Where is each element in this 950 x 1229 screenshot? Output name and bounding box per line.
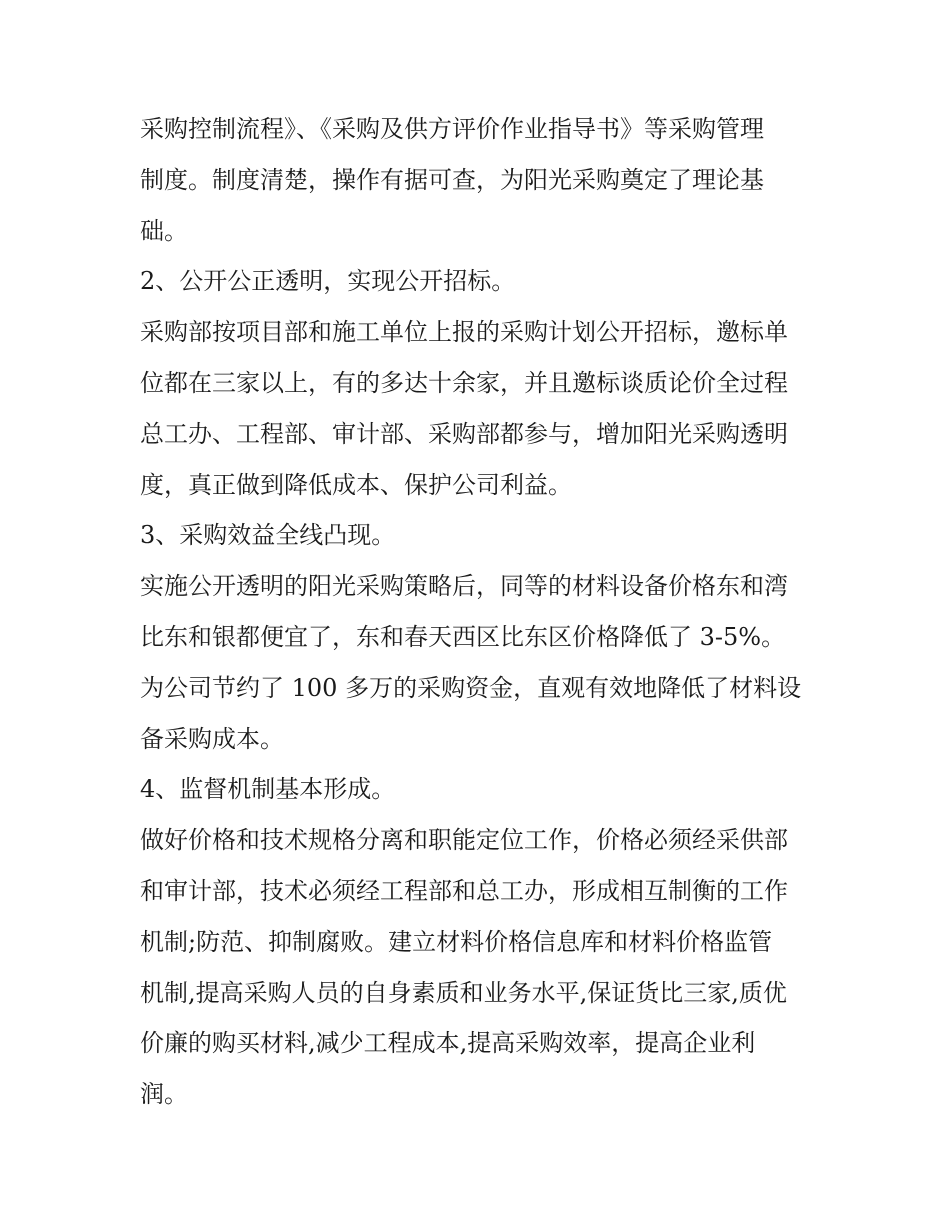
text-line: 比东和银都便宜了，东和春天西区比东区价格降低了 3-5%。 (140, 622, 786, 651)
text-line: 采购控制流程》、《采购及供方评价作业指导书》等采购管理 (140, 115, 764, 143)
text-line: 备采购成本。 (140, 724, 284, 753)
text-line: 位都在三家以上，有的多达十余家，并且邀标谈质论价全过程 (140, 368, 788, 397)
text-line: 度，真正做到降低成本、保护公司利益。 (140, 470, 572, 499)
section-heading-2: 2、公开公正透明，实现公开招标。 (140, 267, 516, 296)
text-line: 实施公开透明的阳光采购策略后，同等的材料设备价格东和湾 (140, 572, 788, 601)
text-line: 制度。制度清楚，操作有据可查，为阳光采购奠定了理论基 (140, 165, 764, 194)
text-line: 采购部按项目部和施工单位上报的采购计划公开招标，邀标单 (140, 318, 788, 347)
text-line: 和审计部，技术必须经工程部和总工办，形成相互制衡的工作 (140, 876, 788, 905)
text-line: 机制,提高采购人员的自身素质和业务水平,保证货比三家,质优 (140, 978, 787, 1007)
text-line: 为公司节约了 100 多万的采购资金，直观有效地降低了材料设 (140, 673, 802, 702)
section-heading-4: 4、监督机制基本形成。 (140, 775, 396, 804)
document-body (140, 104, 820, 1120)
text-line: 总工办、工程部、审计部、采购部都参与，增加阳光采购透明 (140, 419, 788, 448)
text-line: 润。 (140, 1080, 188, 1109)
section-heading-3: 3、采购效益全线凸现。 (140, 521, 396, 550)
text-line: 价廉的购买材料,减少工程成本,提高采购效率，提高企业利 (140, 1029, 756, 1058)
text-line: 做好价格和技术规格分离和职能定位工作，价格必须经采供部 (140, 826, 788, 855)
text-line: 机制;防范、抑制腐败。建立材料价格信息库和材料价格监管 (140, 927, 773, 956)
text-line: 础。 (140, 216, 188, 245)
